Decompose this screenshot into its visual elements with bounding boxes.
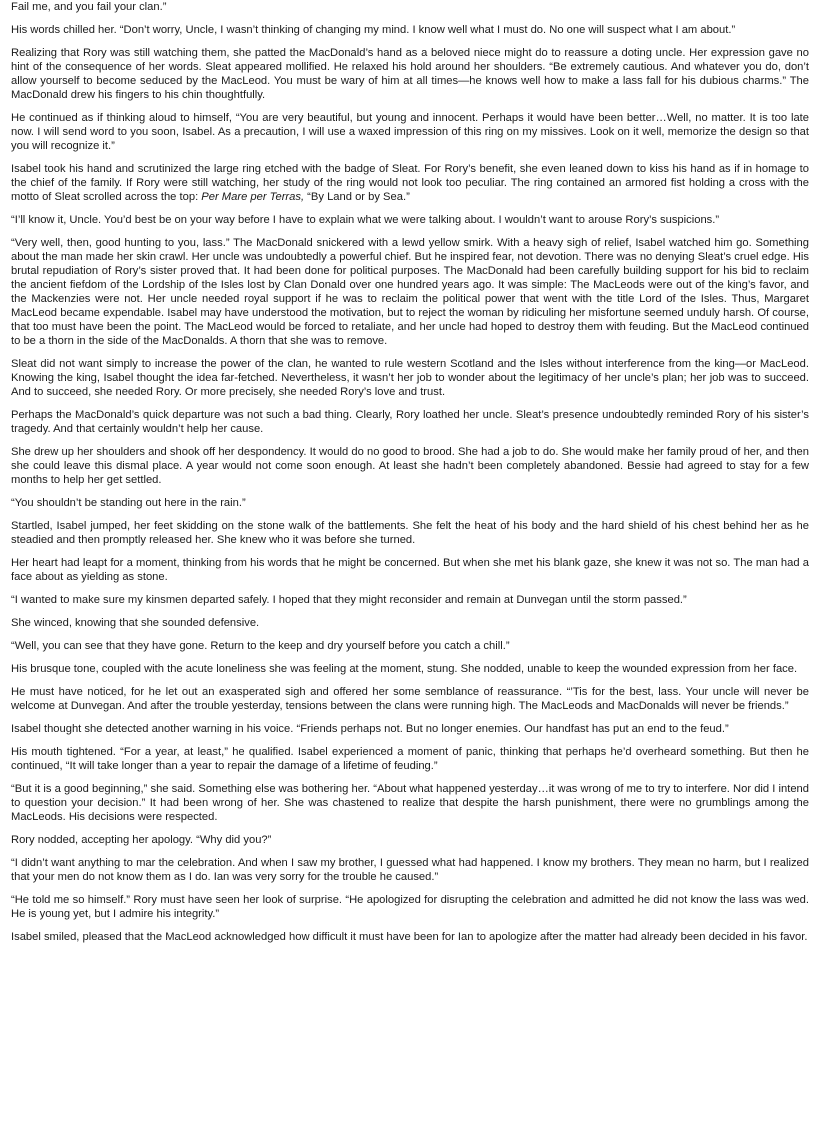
paragraph-4: He continued as if thinking aloud to himself, “You are very beautiful, but young and innocent. Perhaps it would have been better…Well, no matter. It is too late now. I will send word to you soon, Isabel. As a precaution, I will use a waxed impression of this ring on my missives. Look on it well, memorize the design so that you will recognize it.”: [11, 112, 809, 152]
paragraph-25: Isabel smiled, pleased that the MacLeod acknowledged how difficult it must have been for Ian to apologize after the matter had already been decided in his favor.: [11, 931, 808, 943]
paragraph-5-after: “By Land or by Sea.”: [304, 191, 410, 203]
paragraph-3: Realizing that Rory was still watching them, she patted the MacDonald’s hand as a beloved niece might do to reassure a doting uncle. Her expression gave no hint of the consequence of her words. Sleat appeared mollified. He relaxed his hold around her shoulders. “Be extremely cautious. And whatever you do, don’t allow yourself to become seduced by the MacLeod. You must be wary of him at all times—he knows well how to make a lass fall for his dubious charms.” The MacDonald drew his fingers to his chin thoughtfully.: [11, 47, 809, 101]
paragraph-7: “Very well, then, good hunting to you, lass.” The MacDonald snickered with a lewd yellow smirk. With a heavy sigh of relief, Isabel watched him go. Something about the man made her skin crawl. Her uncle was undoubtedly a powerful chief. But he inspired fear, not devotion. There was no denying Sleat’s cruel edge. His brutal repudiation of Rory’s sister proved that. It had been done for political purposes. The MacDonald had been carefully building support for his bid to reclaim the ancient fiefdom of the Lordship of the Isles lost by Clan Donald over one hundred years ago. It was simple: The MacLeods were out of the king’s favor, and the Mackenzies were not. Her uncle needed royal support if he was to reclaim the political power that went with the title Lord of the Isles. Thus, Margaret MacLeod became expendable. Isabel may have understood the motivation, but to reject the woman by ridiculing her misfortune seemed unduly harsh. Of course, that too must have been the point. The MacLeod would be forced to retaliate, and her uncle had hoped to destroy them with feuding. But the MacLeod continued to be a thorn in the side of the MacDonalds. A thorn that she was to remove.: [11, 237, 809, 347]
paragraph-11: “You shouldn’t be standing out here in the rain.”: [11, 497, 246, 509]
paragraph-20: His mouth tightened. “For a year, at least,” he qualified. Isabel experienced a moment of panic, thinking that perhaps he’d overheard something. But then he continued, “It will take longer than a year to repair the damage of a lifetime of feuding.”: [11, 746, 809, 772]
paragraph-5-text: Isabel took his hand and scrutinized the large ring etched with the badge of Sleat. For Rory’s benefit, she even leaned down to kiss his hand as if in homage to the chief of the family. If Rory were still watching, her study of the ring would not look too peculiar. The ring contained an armored fist holding a cross with the motto of Sleat scrolled across the top:: [11, 163, 809, 203]
paragraph-9: Perhaps the MacDonald’s quick departure was not such a bad thing. Clearly, Rory loathed her uncle. Sleat’s presence undoubtedly reminded Rory of his sister’s tragedy. And that certainly wouldn’t help her cause.: [11, 409, 809, 435]
paragraph-22: Rory nodded, accepting her apology. “Why did you?”: [11, 834, 272, 846]
paragraph-1: Fail me, and you fail your clan.”: [11, 1, 167, 13]
paragraph-13: Her heart had leapt for a moment, thinking from his words that he might be concerned. But when she met his blank gaze, she knew it was not so. The man had a face about as yielding as stone.: [11, 557, 809, 583]
paragraph-24: “He told me so himself.” Rory must have seen her look of surprise. “He apologized for disrupting the celebration and admitted he did not know the lass was wed. He is young yet, but I admire his integrity.”: [11, 894, 809, 920]
paragraph-15: She winced, knowing that she sounded defensive.: [11, 617, 260, 629]
paragraph-2: His words chilled her. “Don’t worry, Uncle, I wasn’t thinking of changing my mind. I know well what I must do. No one will suspect what I am about.”: [11, 24, 736, 36]
paragraph-5: [11, 162, 809, 204]
sleat-motto: Per Mare per Terras,: [201, 191, 305, 203]
paragraph-21: “But it is a good beginning,” she said. Something else was bothering her. “About what happened yesterday…it was wrong of me to try to interfere. Nor did I intend to question your decision.” It had been wrong of her. She was chastened to realize that despite the harsh punishment, there were no grumblings among the MacLeods. His decisions were respected.: [11, 783, 809, 823]
paragraph-12: Startled, Isabel jumped, her feet skidding on the stone walk of the battlements. She felt the heat of his body and the hard shield of his chest behind her as he steadied and then promptly released her. She knew who it was before she turned.: [11, 520, 809, 546]
paragraph-17: His brusque tone, coupled with the acute loneliness she was feeling at the moment, stung. She nodded, unable to keep the wounded expression from her face.: [11, 663, 798, 675]
paragraph-18: He must have noticed, for he let out an exasperated sigh and offered her some semblance of reassurance. “’Tis for the best, lass. Your uncle will never be welcome at Dunvegan. And after the trouble yesterday, tensions between the clans were running high. The MacLeods and MacDonalds will never be friends.”: [11, 686, 809, 712]
paragraph-16: “Well, you can see that they have gone. Return to the keep and dry yourself before you catch a chill.”: [11, 640, 510, 652]
paragraph-19: Isabel thought she detected another warning in his voice. “Friends perhaps not. But no longer enemies. Our handfast has put an end to the feud.”: [11, 723, 729, 735]
paragraph-8: Sleat did not want simply to increase the power of the clan, he wanted to rule western Scotland and the Isles without interference from the king—or MacLeod. Knowing the king, Isabel thought the idea far-fetched. Nevertheless, it wasn’t her job to wonder about the legitimacy of her uncle’s plan; her job was to succeed. And to succeed, she needed Rory. Or more precisely, she needed Rory’s love and trust.: [11, 358, 809, 398]
paragraph-14: “I wanted to make sure my kinsmen departed safely. I hoped that they might reconsider and remain at Dunvegan until the storm passed.”: [11, 594, 687, 606]
paragraph-23: “I didn’t want anything to mar the celebration. And when I saw my brother, I guessed what had happened. I know my brothers. They mean no harm, but I realized that your men do not know them as I do. Ian was very sorry for the trouble he caused.”: [11, 857, 809, 883]
book-page: [11, 0, 809, 944]
paragraph-6: “I’ll know it, Uncle. You’d best be on your way before I have to explain what we were talking about. I wouldn’t want to arouse Rory’s suspicions.”: [11, 214, 720, 226]
paragraph-10: She drew up her shoulders and shook off her despondency. It would do no good to brood. She had a job to do. She would make her family proud of her, and then she could leave this dismal place. A year would not come soon enough. At least she hadn’t been completely abandoned. Bessie had agreed to stay for a few months to help her get settled.: [11, 446, 809, 486]
